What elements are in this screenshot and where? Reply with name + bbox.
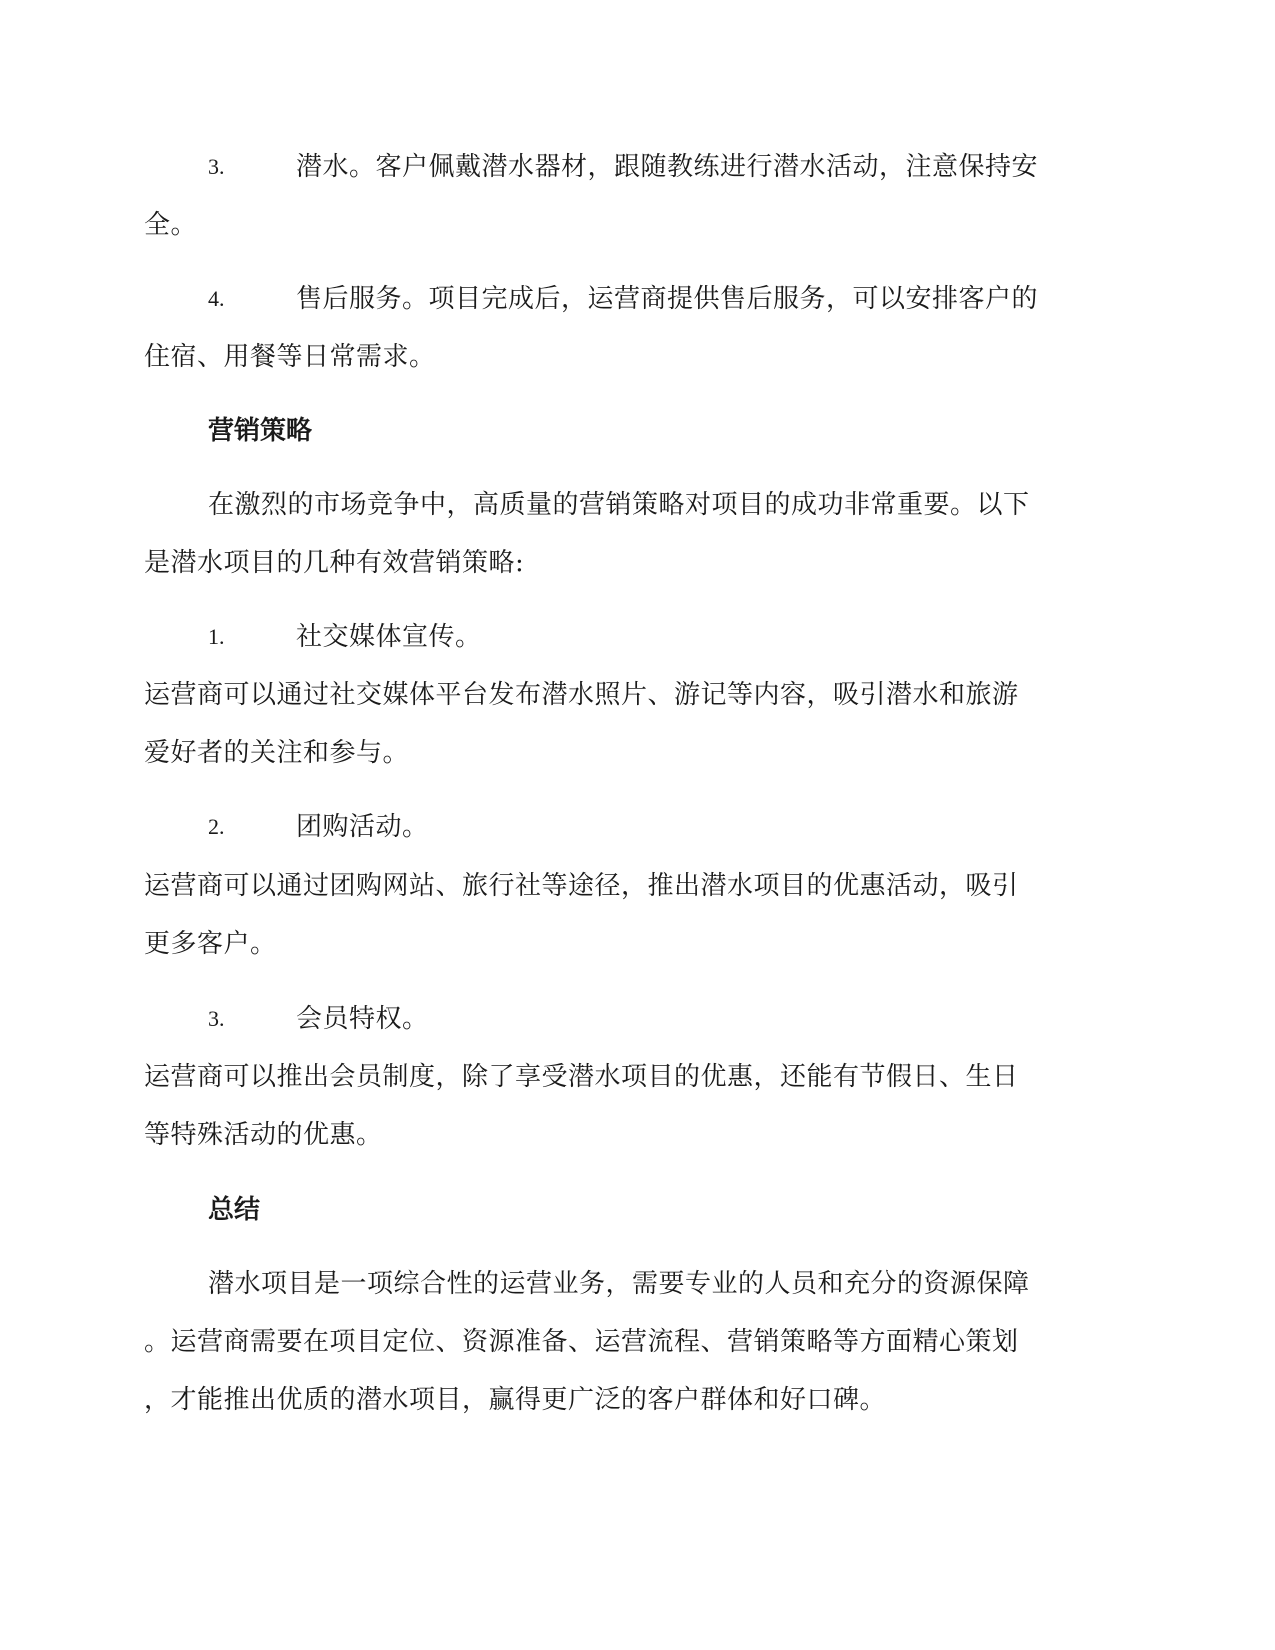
list-number: 1.: [208, 624, 225, 649]
list-item-text-continued: 住宿、用餐等日常需求。: [144, 342, 436, 372]
list-item-text: 潜水。客户佩戴潜水器材，跟随教练进行潜水活动，注意保持安: [296, 152, 1039, 182]
list-number: 2.: [208, 814, 225, 839]
list-number: 4.: [208, 286, 225, 311]
list-item-description: 运营商可以通过社交媒体平台发布潜水照片、游记等内容，吸引潜水和旅游: [144, 680, 1019, 710]
section-heading-summary: 总结: [208, 1195, 261, 1225]
list-item-description: 爱好者的关注和参与。: [144, 738, 410, 768]
section-heading-marketing: 营销策略: [208, 416, 313, 446]
list-item-description: 更多客户。: [144, 929, 277, 959]
paragraph-line: 潜水项目是一项综合性的运营业务，需要专业的人员和充分的资源保障: [208, 1269, 1030, 1299]
list-item-text-continued: 全。: [144, 210, 198, 240]
list-item-text: 售后服务。项目完成后，运营商提供售后服务，可以安排客户的: [296, 284, 1039, 314]
list-item-description: 运营商可以推出会员制度，除了享受潜水项目的优惠，还能有节假日、生日: [144, 1062, 1019, 1092]
list-item-description: 等特殊活动的优惠。: [144, 1120, 383, 1150]
list-number: 3.: [208, 154, 225, 179]
list-number: 3.: [208, 1006, 225, 1031]
paragraph-line: 是潜水项目的几种有效营销策略:: [144, 548, 525, 578]
list-item-description: 运营商可以通过团购网站、旅行社等途径，推出潜水项目的优惠活动，吸引: [144, 871, 1019, 901]
list-item-title: 社交媒体宣传。: [296, 622, 482, 652]
list-item-title: 会员特权。: [296, 1004, 429, 1034]
paragraph-line: 在激烈的市场竞争中，高质量的营销策略对项目的成功非常重要。以下: [208, 490, 1030, 520]
paragraph-line: ，才能推出优质的潜水项目，赢得更广泛的客户群体和好口碑。: [144, 1385, 887, 1415]
list-item-title: 团购活动。: [296, 812, 429, 842]
paragraph-line: 。运营商需要在项目定位、资源准备、运营流程、营销策略等方面精心策划: [144, 1327, 1019, 1357]
